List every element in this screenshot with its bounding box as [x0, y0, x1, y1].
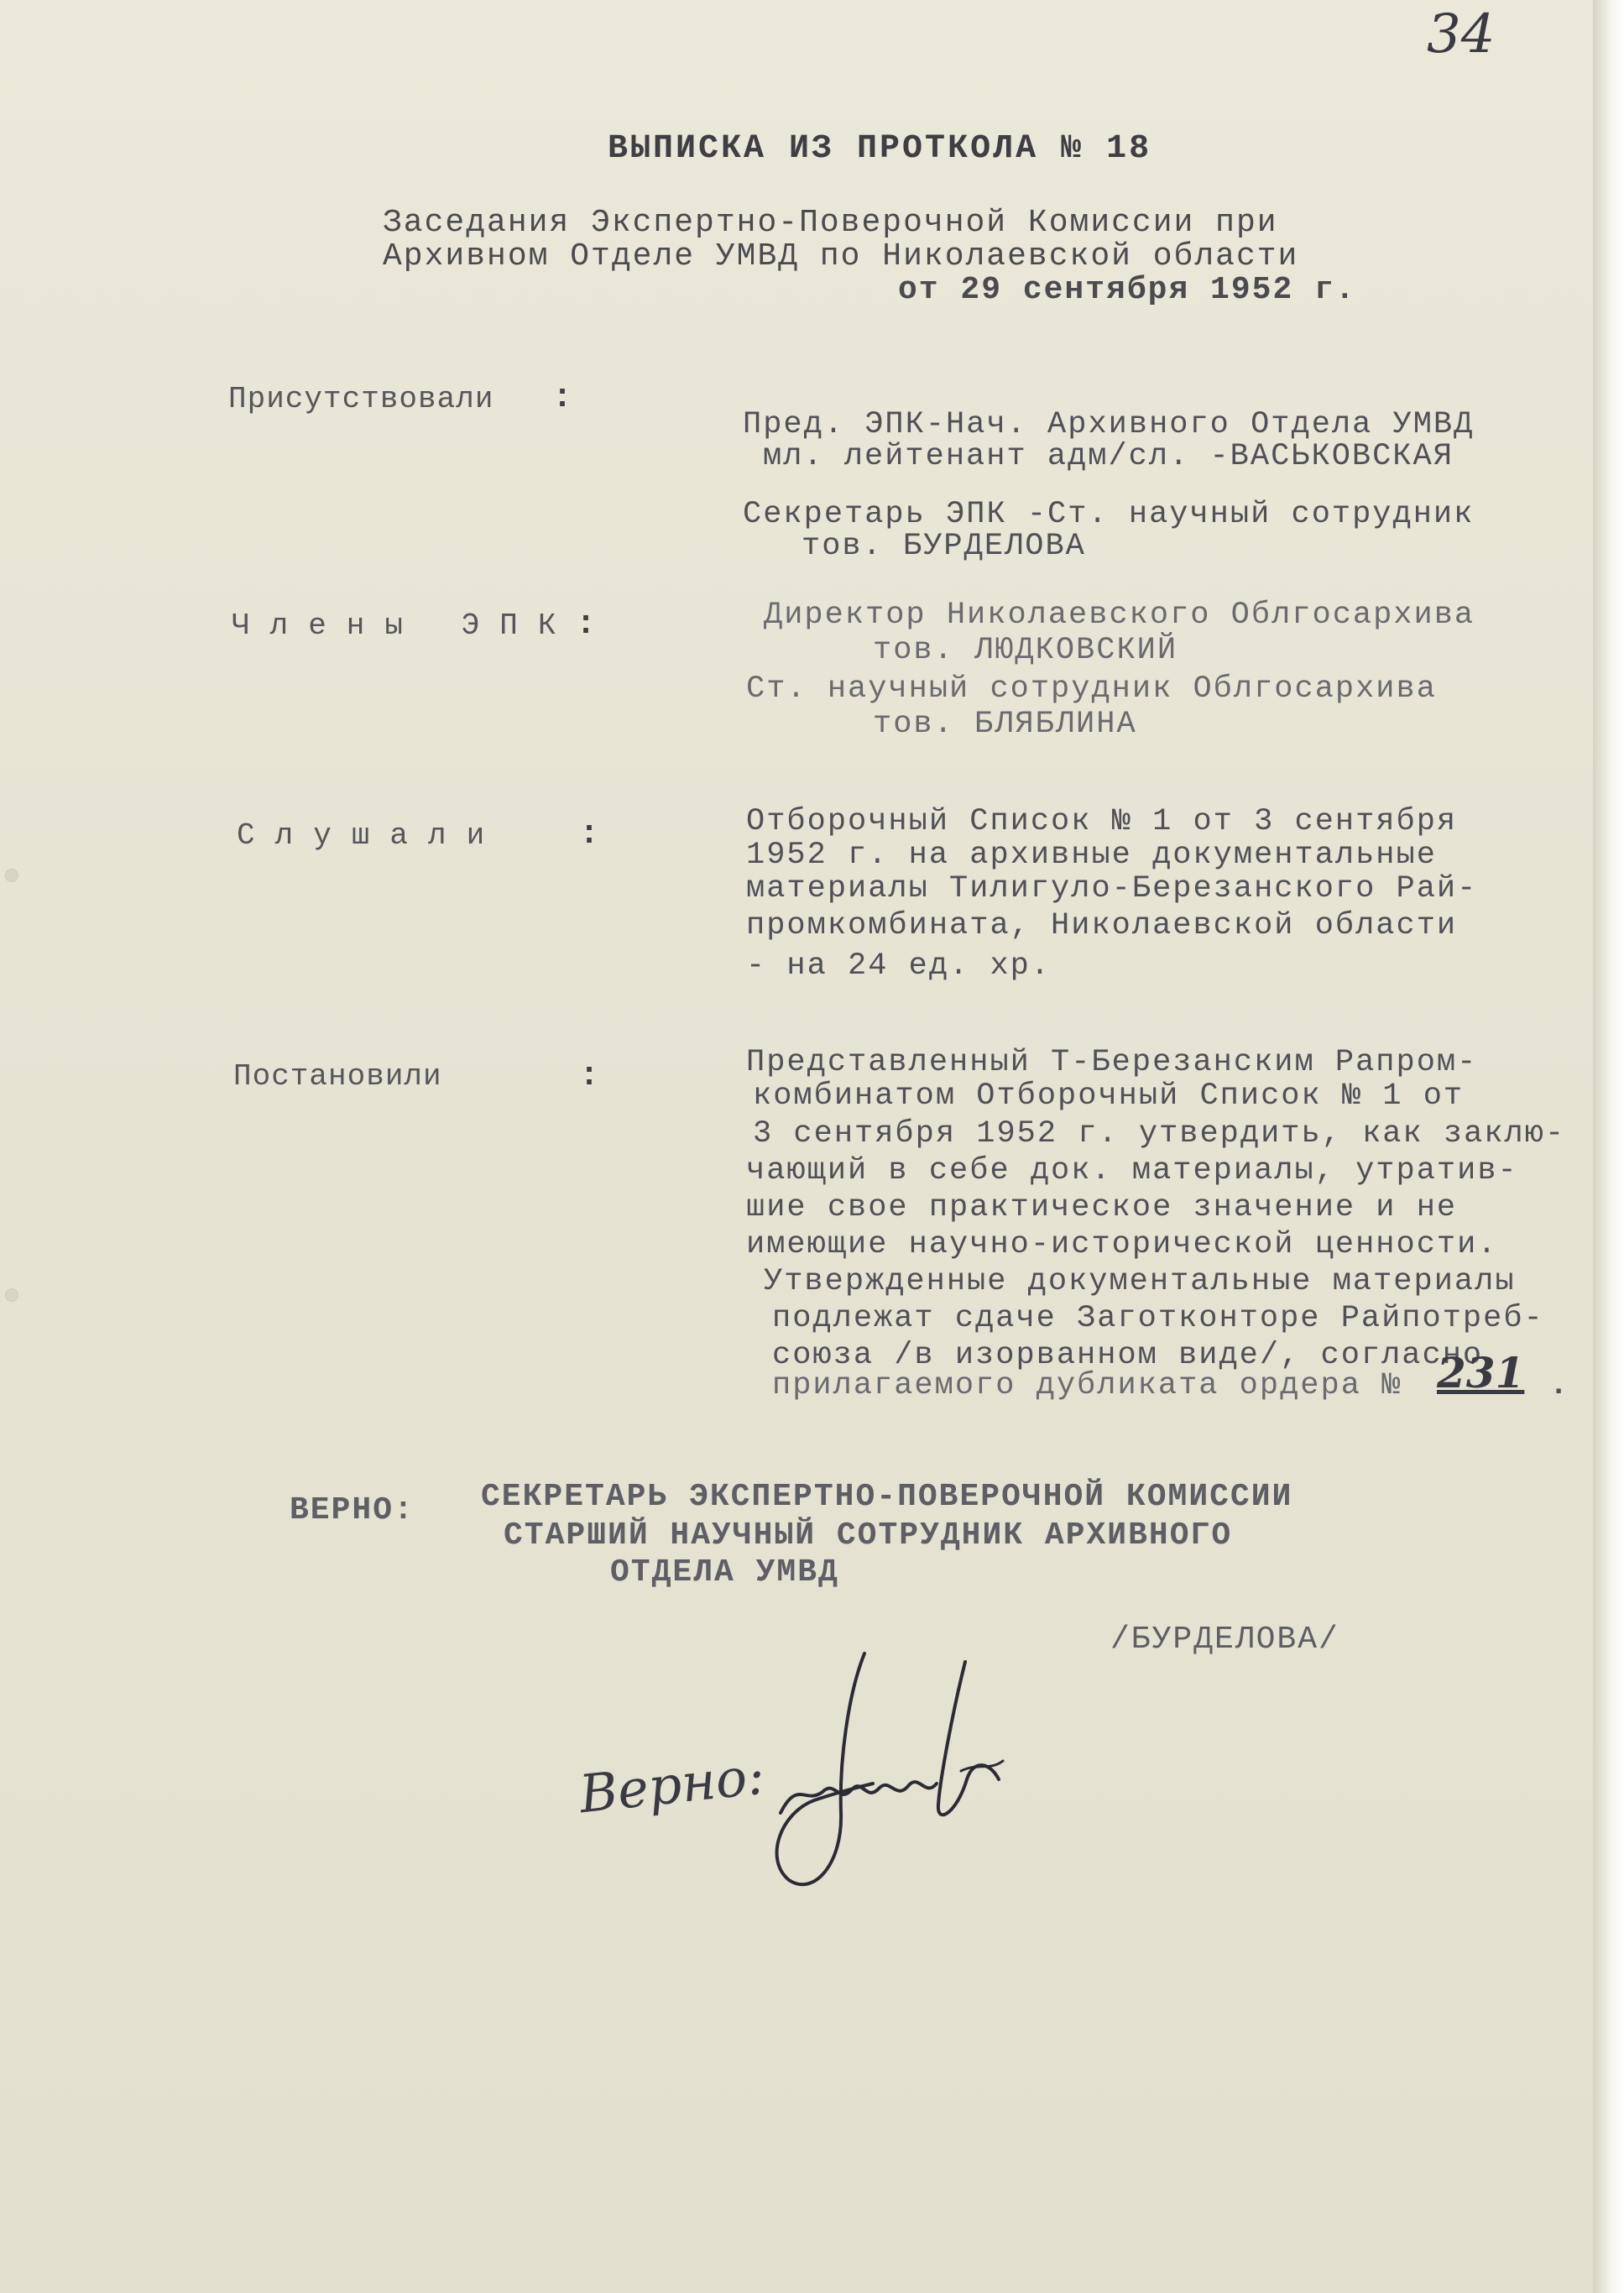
resolved-label: Постановили: [233, 1059, 442, 1094]
subtitle-line-2: Архивном Отделе УМВД по Николаевской области: [383, 238, 1299, 274]
resolved-line-6: имеющие научно-исторической ценности.: [746, 1227, 1498, 1262]
resolved-colon: :: [579, 1058, 600, 1095]
resolved-line-2: комбинатом Отборочный Список № 1 от: [753, 1079, 1465, 1114]
binder-hole-mark: [5, 1288, 18, 1302]
page-number: 34: [1427, 3, 1496, 65]
present-colon: :: [552, 379, 573, 417]
heard-line-2: 1952 г. на архивные документальные: [746, 838, 1437, 873]
heard-line-1: Отборочный Список № 1 от 3 сентября: [746, 804, 1458, 839]
resolved-line-3: 3 сентября 1952 г. утвердить, как заклю-: [753, 1116, 1566, 1152]
certification-label: ВЕРНО:: [290, 1492, 415, 1528]
document-title: ВЫПИСКА ИЗ ПРОТКОЛА № 18: [608, 130, 1152, 168]
subtitle-line-1: Заседания Экспертно-Поверочной Комиссии при: [383, 205, 1278, 241]
binder-hole-mark: [5, 869, 18, 882]
certification-line-3: ОТДЕЛА УМВД: [610, 1554, 839, 1590]
signatory-name: /БУРДЕЛОВА/: [1110, 1622, 1339, 1658]
handwritten-verno: Верно:: [576, 1744, 768, 1826]
order-number-handwritten: 231: [1437, 1348, 1525, 1397]
members-line-3: Ст. научный сотрудник Облгосархива: [746, 671, 1437, 707]
certification-line-2: СТАРШИЙ НАУЧНЫЙ СОТРУДНИК АРХИВНОГО: [504, 1517, 1233, 1554]
present-line-2: мл. лейтенант адм/сл. -ВАСЬКОВСКАЯ: [763, 439, 1454, 474]
members-line-1: Директор Николаевского Облгосархива: [764, 598, 1475, 633]
resolved-line-5: шие свое практическое значение и не: [746, 1190, 1458, 1225]
members-line-4: тов. БЛЯБЛИНА: [873, 707, 1137, 742]
certification-line-1: СЕКРЕТАРЬ ЭКСПЕРТНО-ПОВЕРОЧНОЙ КОМИССИИ: [481, 1479, 1293, 1515]
subtitle-date: от 29 сентября 1952 г.: [898, 272, 1356, 308]
resolved-trailing-dot: .: [1549, 1368, 1570, 1403]
members-line-2: тов. ЛЮДКОВСКИЙ: [873, 633, 1178, 668]
handwritten-signature: [747, 1645, 1016, 1914]
heard-line-3: материалы Тилигуло-Березанского Рай-: [746, 871, 1478, 906]
heard-line-5: - на 24 ед. хр.: [746, 948, 1052, 984]
present-line-4: тов. БУРДЕЛОВА: [802, 529, 1086, 564]
members-colon: :: [576, 606, 597, 644]
resolved-line-8: подлежат сдаче Заготконторе Райпотреб-: [772, 1301, 1544, 1336]
members-label: Члены ЭПК: [232, 609, 577, 643]
present-label: Присутствовали: [228, 382, 494, 416]
page-edge: [1593, 0, 1624, 2293]
resolved-line-10: прилагаемого дубликата ордера №: [772, 1368, 1402, 1403]
heard-line-4: промкомбината, Николаевской области: [746, 908, 1458, 943]
present-line-3: Секретарь ЭПК -Ст. научный сотрудник: [743, 497, 1475, 532]
heard-label: Слушали: [237, 818, 505, 853]
resolved-line-4: чающий в себе док. материалы, утратив-: [746, 1153, 1518, 1188]
present-line-1: Пред. ЭПК-Нач. Архивного Отдела УМВД: [743, 407, 1475, 442]
heard-colon: :: [579, 816, 600, 854]
resolved-line-1: Представленный Т-Березанским Рапром-: [746, 1045, 1478, 1080]
resolved-line-7: Утвержденные документальные материалы: [764, 1264, 1516, 1299]
resolved-line-9: союза /в изорванном виде/, согласно: [772, 1338, 1484, 1373]
